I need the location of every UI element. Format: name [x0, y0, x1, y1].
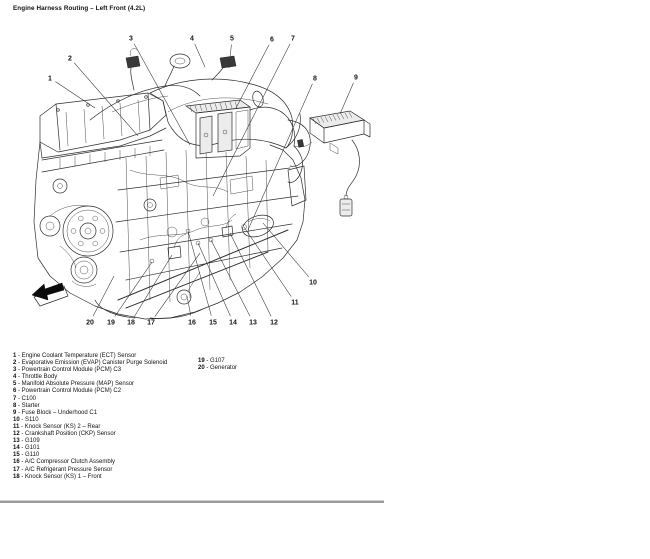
- leader-lines: [55, 44, 353, 317]
- legend-item-19: 19 - G107: [198, 358, 225, 364]
- callout-9: 9: [354, 74, 358, 82]
- callout-12: 12: [270, 319, 278, 327]
- legend-item-6: 6 - Powertrain Control Module (PCM) C2: [13, 388, 122, 395]
- legend-item-12: 12 - Crankshaft Position (CKP) Sensor: [13, 431, 116, 438]
- legend-item-7: 7 - C100: [13, 395, 37, 402]
- legend-item-11: 11 - Knock Sensor (KS) 2 – Rear: [13, 423, 101, 430]
- leader-line-13: [211, 240, 250, 316]
- callout-3: 3: [129, 35, 133, 43]
- legend-column-left: [13, 353, 167, 481]
- callout-19: 19: [107, 319, 115, 327]
- leader-line-16: [187, 296, 191, 316]
- leader-line-1: [55, 82, 95, 108]
- callout-18: 18: [127, 319, 135, 327]
- callout-15: 15: [209, 319, 217, 327]
- legend-item-13: 13 - G109: [13, 438, 40, 445]
- legend-item-16: 16 - A/C Compressor Clutch Assembly: [13, 459, 116, 466]
- legend-item-10: 10 - S110: [13, 416, 39, 423]
- legend-item-14: 14 - G101: [13, 445, 40, 452]
- legend-column-right: [198, 358, 237, 372]
- callout-11: 11: [291, 299, 299, 307]
- callout-8: 8: [313, 75, 317, 83]
- legend-item-4: 4 - Throttle Body: [13, 374, 58, 381]
- legend-item-17: 17 - A/C Refrigerant Pressure Sensor: [13, 466, 113, 473]
- leader-line-9: [340, 83, 353, 114]
- legend-item-2: 2 - Evaporative Emission (EVAP) Canister Purge Solenoid: [13, 360, 168, 367]
- callout-1: 1: [48, 75, 52, 83]
- callout-4: 4: [190, 35, 194, 43]
- leader-line-20: [93, 276, 114, 316]
- leader-line-14: [198, 243, 230, 316]
- leader-line-4: [195, 44, 205, 67]
- leader-line-2: [74, 63, 138, 136]
- legend-item-8: 8 - Starter: [13, 402, 40, 409]
- callout-17: 17: [147, 319, 155, 327]
- divider: [0, 500, 384, 503]
- leader-line-8: [248, 84, 312, 230]
- legend-item-3: 3 - Powertrain Control Module (PCM) C3: [13, 367, 122, 374]
- legend-item-9: 9 - Fuse Block – Underhood C1: [13, 409, 98, 416]
- callout-16: 16: [188, 319, 196, 327]
- callout-14: 14: [229, 319, 237, 327]
- page-title: Engine Harness Routing – Left Front (4.2L): [13, 5, 146, 12]
- callout-13: 13: [249, 319, 257, 327]
- legend-item-20: 20 - Generator: [198, 365, 238, 372]
- callout-20: 20: [86, 319, 94, 327]
- legend-item-18: 18 - Knock Sensor (KS) 1 – Front: [13, 473, 102, 480]
- legend-item-1: 1 - Engine Coolant Temperature (ECT) Sensor: [13, 353, 137, 359]
- callout-6: 6: [270, 36, 274, 44]
- leader-line-17: [155, 253, 200, 317]
- legend-item-15: 15 - G110: [13, 452, 40, 459]
- callout-2: 2: [68, 55, 72, 63]
- leader-line-19: [115, 262, 152, 317]
- callout-10: 10: [309, 279, 317, 287]
- callout-7: 7: [291, 35, 295, 43]
- leader-line-18: [134, 255, 172, 317]
- legend-item-5: 5 - Manifold Absolute Pressure (MAP) Sensor: [13, 381, 135, 388]
- callout-5: 5: [230, 35, 234, 43]
- front-direction-arrow: [32, 283, 68, 306]
